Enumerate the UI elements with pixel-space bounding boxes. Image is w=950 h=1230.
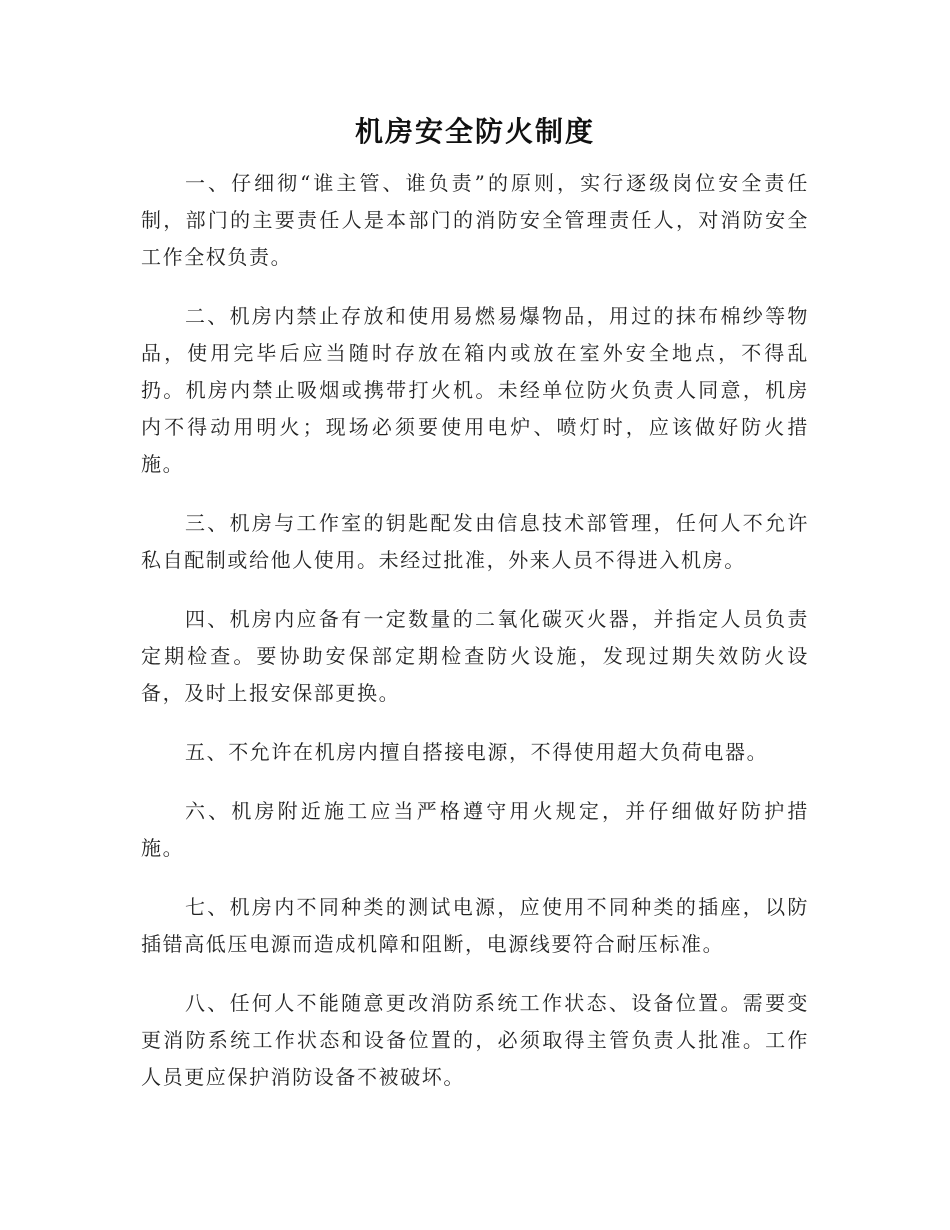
paragraph-5: 五、不允许在机房内擅自搭接电源，不得使用超大负荷电器。 bbox=[185, 740, 769, 764]
paragraph-2: 二、机房内禁止存放和使用易燃易爆物品，用过的抹布棉纱等物品，使用完毕后应当随时存放在箱内或放在室外安全地点，不得乱扔。机房内禁止吸烟或携带打火机。未经单位防火负责人同意，机房内不得动用明火；现场必须要使用电炉、喷灯时，应该做好防火措施。 bbox=[141, 304, 809, 476]
paragraph-8: 八、任何人不能随意更改消防系统工作状态、设备位置。需要变更消防系统工作状态和设备位置的，必须取得主管负责人批准。工作人员更应保护消防设备不被破坏。 bbox=[141, 991, 809, 1089]
paragraph-6: 六、机房附近施工应当严格遵守用火规定，并仔细做好防护措施。 bbox=[141, 799, 809, 860]
document-body bbox=[141, 165, 809, 1118]
paragraph-3: 三、机房与工作室的钥匙配发由信息技术部管理，任何人不允许私自配制或给他人使用。未经过批准，外来人员不得进入机房。 bbox=[141, 511, 809, 572]
paragraph-4: 四、机房内应备有一定数量的二氧化碳灭火器，并指定人员负责定期检查。要协助安保部定期检查防火设施，发现过期失效防火设备，及时上报安保部更换。 bbox=[141, 607, 809, 705]
document-title: 机房安全防火制度 bbox=[354, 115, 595, 148]
paragraph-7: 七、机房内不同种类的测试电源，应使用不同种类的插座，以防插错高低压电源而造成机障和阻断，电源线要符合耐压标准。 bbox=[141, 895, 809, 956]
paragraph-1: 一、仔细彻“谁主管、谁负责”的原则，实行逐级岗位安全责任制，部门的主要责任人是本部门的消防安全管理责任人，对消防安全工作全权负责。 bbox=[141, 171, 809, 269]
